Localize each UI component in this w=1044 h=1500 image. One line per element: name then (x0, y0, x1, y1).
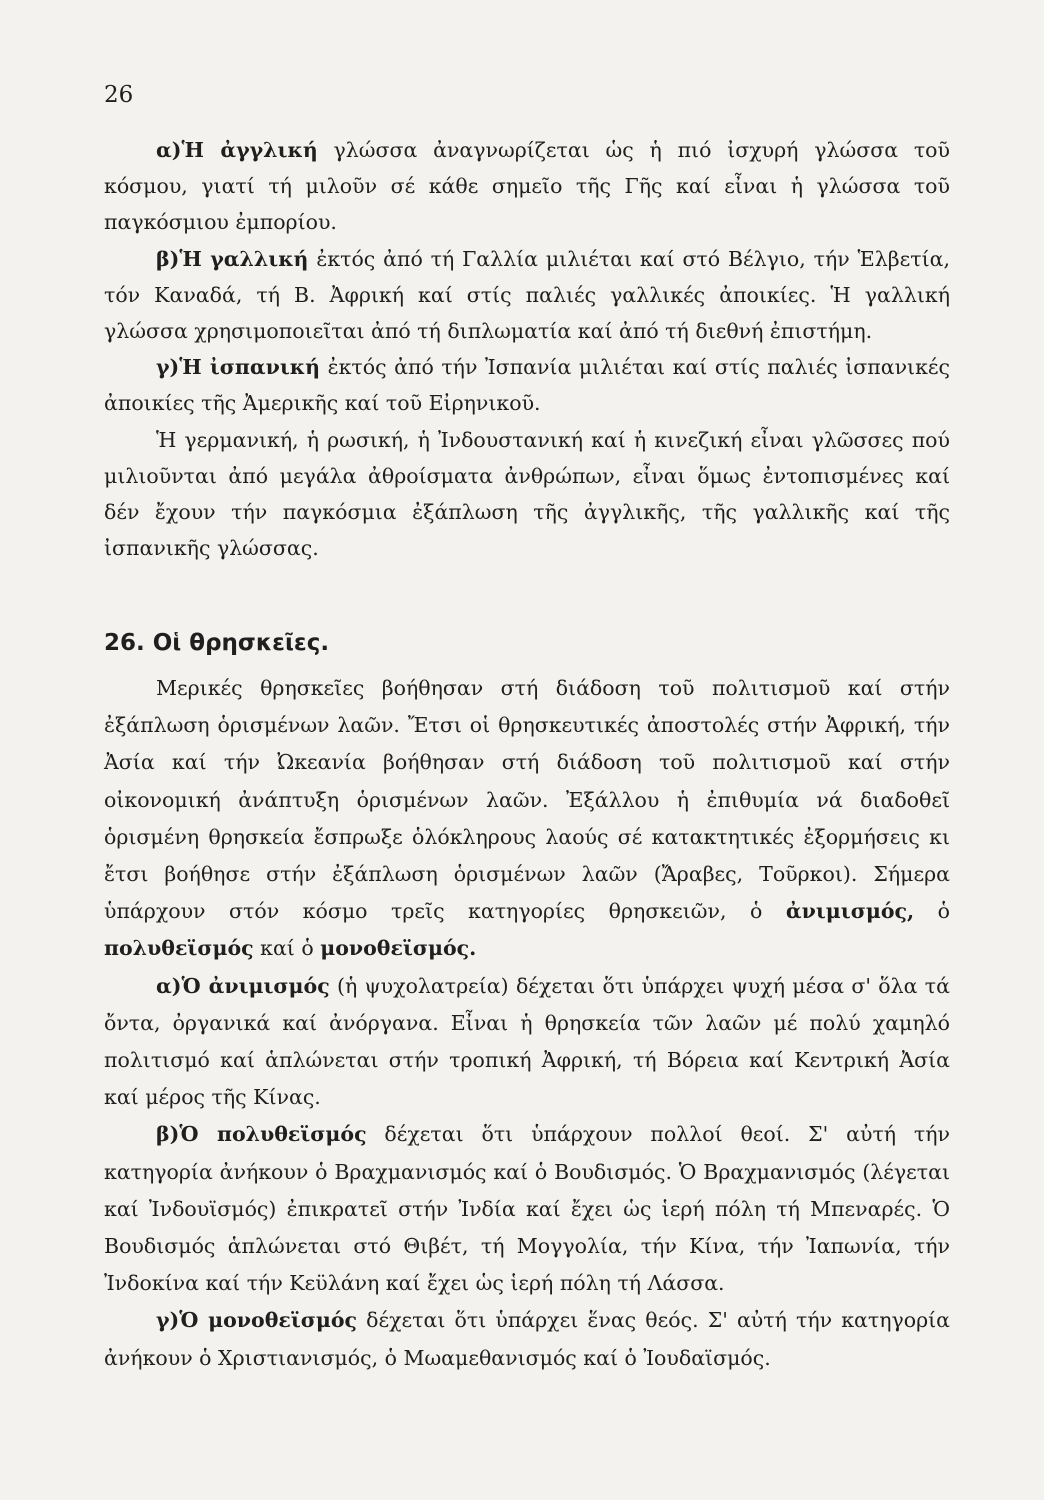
page-number: 26 (104, 82, 134, 108)
paragraph-religions-intro (104, 670, 950, 968)
term-polytheism: πολυθεϊσμός (104, 936, 254, 961)
paragraph-polytheism (104, 1116, 950, 1302)
item-label: γ) (156, 1308, 180, 1333)
term-monotheism: μονοθεϊσμός. (320, 936, 477, 961)
paragraph-spanish (104, 349, 950, 421)
connector-text: καί ὁ (260, 936, 314, 961)
term-french: Ἡ γαλλική (179, 246, 309, 271)
item-label: β) (156, 1122, 180, 1147)
term-spanish: Ἡ ἰσπανική (179, 355, 321, 380)
paragraph-english (104, 132, 950, 241)
paragraph-monotheism (104, 1302, 950, 1376)
paragraph-animism (104, 968, 950, 1117)
term-animism: ἀνιμισμός, (785, 899, 915, 924)
paragraph-text: Μερικές θρησκεῖες βοήθησαν στή διάδοση τοῦ πολιτισμοῦ καί στήν ἐξάπλωση ὁρισμένων λαῶν. Ἔτσι οἱ θρησκευτικές ἀποστολές στήν Ἀφρική, τήν Ἀσία καί τήν Ὠκεανία βοήθησαν στή διάδοση τοῦ πολιτισμοῦ καί στήν οἰκονομική ἀνάπτυξη ὁρισμένων λαῶν. Ἐξάλλου ἡ ἐπιθυμία νά διαδοθεῖ ὁρισμένη θρησκεία ἔσπρωξε ὁλόκληρους λαούς σέ κατακτητικές ἐξορμήσεις κι ἔτσι βοήθησε στήν ἐξάπλωση ὁρισμένων λαῶν (Ἄραβες, Τοῦρκοι). Σήμερα ὑπάρχουν στόν κόσμο τρεῖς κατηγορίες θρησκειῶν, ὁ (104, 676, 950, 924)
item-label: β) (156, 246, 180, 271)
languages-text (104, 132, 950, 566)
term-monotheism-heading: Ὁ μονοθεϊσμός (179, 1308, 358, 1333)
religions-text (104, 670, 950, 1377)
paragraph-french (104, 241, 950, 350)
item-label: γ) (156, 355, 180, 380)
term-animism-heading: Ὁ ἀνιμισμός (181, 973, 330, 998)
connector-text: ὁ (937, 899, 950, 924)
paragraph-text: δέχεται ὅτι ὑπάρχει ἕνας θεός. Σ' αὐτή τήν κατηγορία ἀνήκουν ὁ Χριστιανισμός, ὁ Μωαμεθανισμός καί ὁ Ἰουδαϊσμός. (104, 1308, 951, 1370)
paragraph-other-languages: Ἡ γερμανική, ἡ ρωσική, ἡ Ἰνδουστανική καί ἡ κινεζική εἶναι γλῶσσες πού μιλιοῦνται ἀπό μεγάλα ἀθροίσματα ἀνθρώπων, εἶναι ὅμως ἐντοπισμένες καί δέν ἔχουν τήν παγκόσμια ἐξάπλωση τῆς ἀγγλικῆς, τῆς γαλλικῆς καί τῆς ἰσπανικῆς γλώσσας. (104, 427, 950, 561)
paragraph-text: ἐκτός ἀπό τήν Ἰσπανία μιλιέται καί στίς παλιές ἰσπανικές ἀποικίες τῆς Ἀμερικῆς καί τοῦ Εἰρηνικοῦ. (104, 355, 950, 416)
item-label: α) (156, 973, 182, 998)
item-label: α) (156, 138, 182, 162)
section-heading: 26. Οἱ θρησκεῖες. (104, 630, 330, 656)
paragraph-text: (ἡ ψυχολατρεία) δέχεται ὅτι ὑπάρχει ψυχή μέσα σ' ὅλα τά ὄντα, ὀργανικά καί ἀνόργανα. Εἶναι ἡ θρησκεία τῶν λαῶν μέ πολύ χαμηλό πολιτισμό καί ἁπλώνεται στήν τροπική Ἀφρική, τή Βόρεια καί Κεντρική Ἀσία καί μέρος τῆς Κίνας. (104, 973, 950, 1110)
paragraph-text: γλώσσα ἀναγνωρίζεται ὡς ἡ πιό ἰσχυρή γλώσσα τοῦ κόσμου, γιατί τή μιλοῦν σέ κάθε σημεῖο τῆς Γῆς καί εἶναι ἡ γλώσσα τοῦ παγκόσμιου ἐμπορίου. (104, 138, 950, 235)
term-polytheism-heading: Ὁ πολυθεϊσμός (179, 1122, 367, 1147)
paragraph-text: ἐκτός ἀπό τή Γαλλία μιλιέται καί στό Βέλγιο, τήν Ἑλβετία, τόν Καναδά, τή Β. Ἀφρική καί στίς παλιές γαλλικές ἀποικίες. Ἡ γαλλική γλώσσα χρησιμοποιεῖται ἀπό τή διπλωματία καί ἀπό τή διεθνή ἐπιστήμη. (104, 246, 950, 344)
paragraph-text: δέχεται ὅτι ὑπάρχουν πολλοί θεοί. Σ' αὐτή τήν κατηγορία ἀνήκουν ὁ Βραχμανισμός καί ὁ Βουδισμός. Ὁ Βραχμανισμός (λέγεται καί Ἰνδουϊσμός) ἐπικρατεῖ στήν Ἰνδία καί ἔχει ὡς ἱερή πόλη τή Μπεναρές. Ὁ Βουδισμός ἁπλώνεται στό Θιβέτ, τή Μογγολία, τήν Κίνα, τήν Ἰαπωνία, τήν Ἰνδοκίνα καί τήν Κεϋλάνη καί ἔχει ὡς ἱερή πόλη τή Λάσσα. (104, 1122, 950, 1296)
term-english: Ἡ ἀγγλική (181, 138, 318, 162)
